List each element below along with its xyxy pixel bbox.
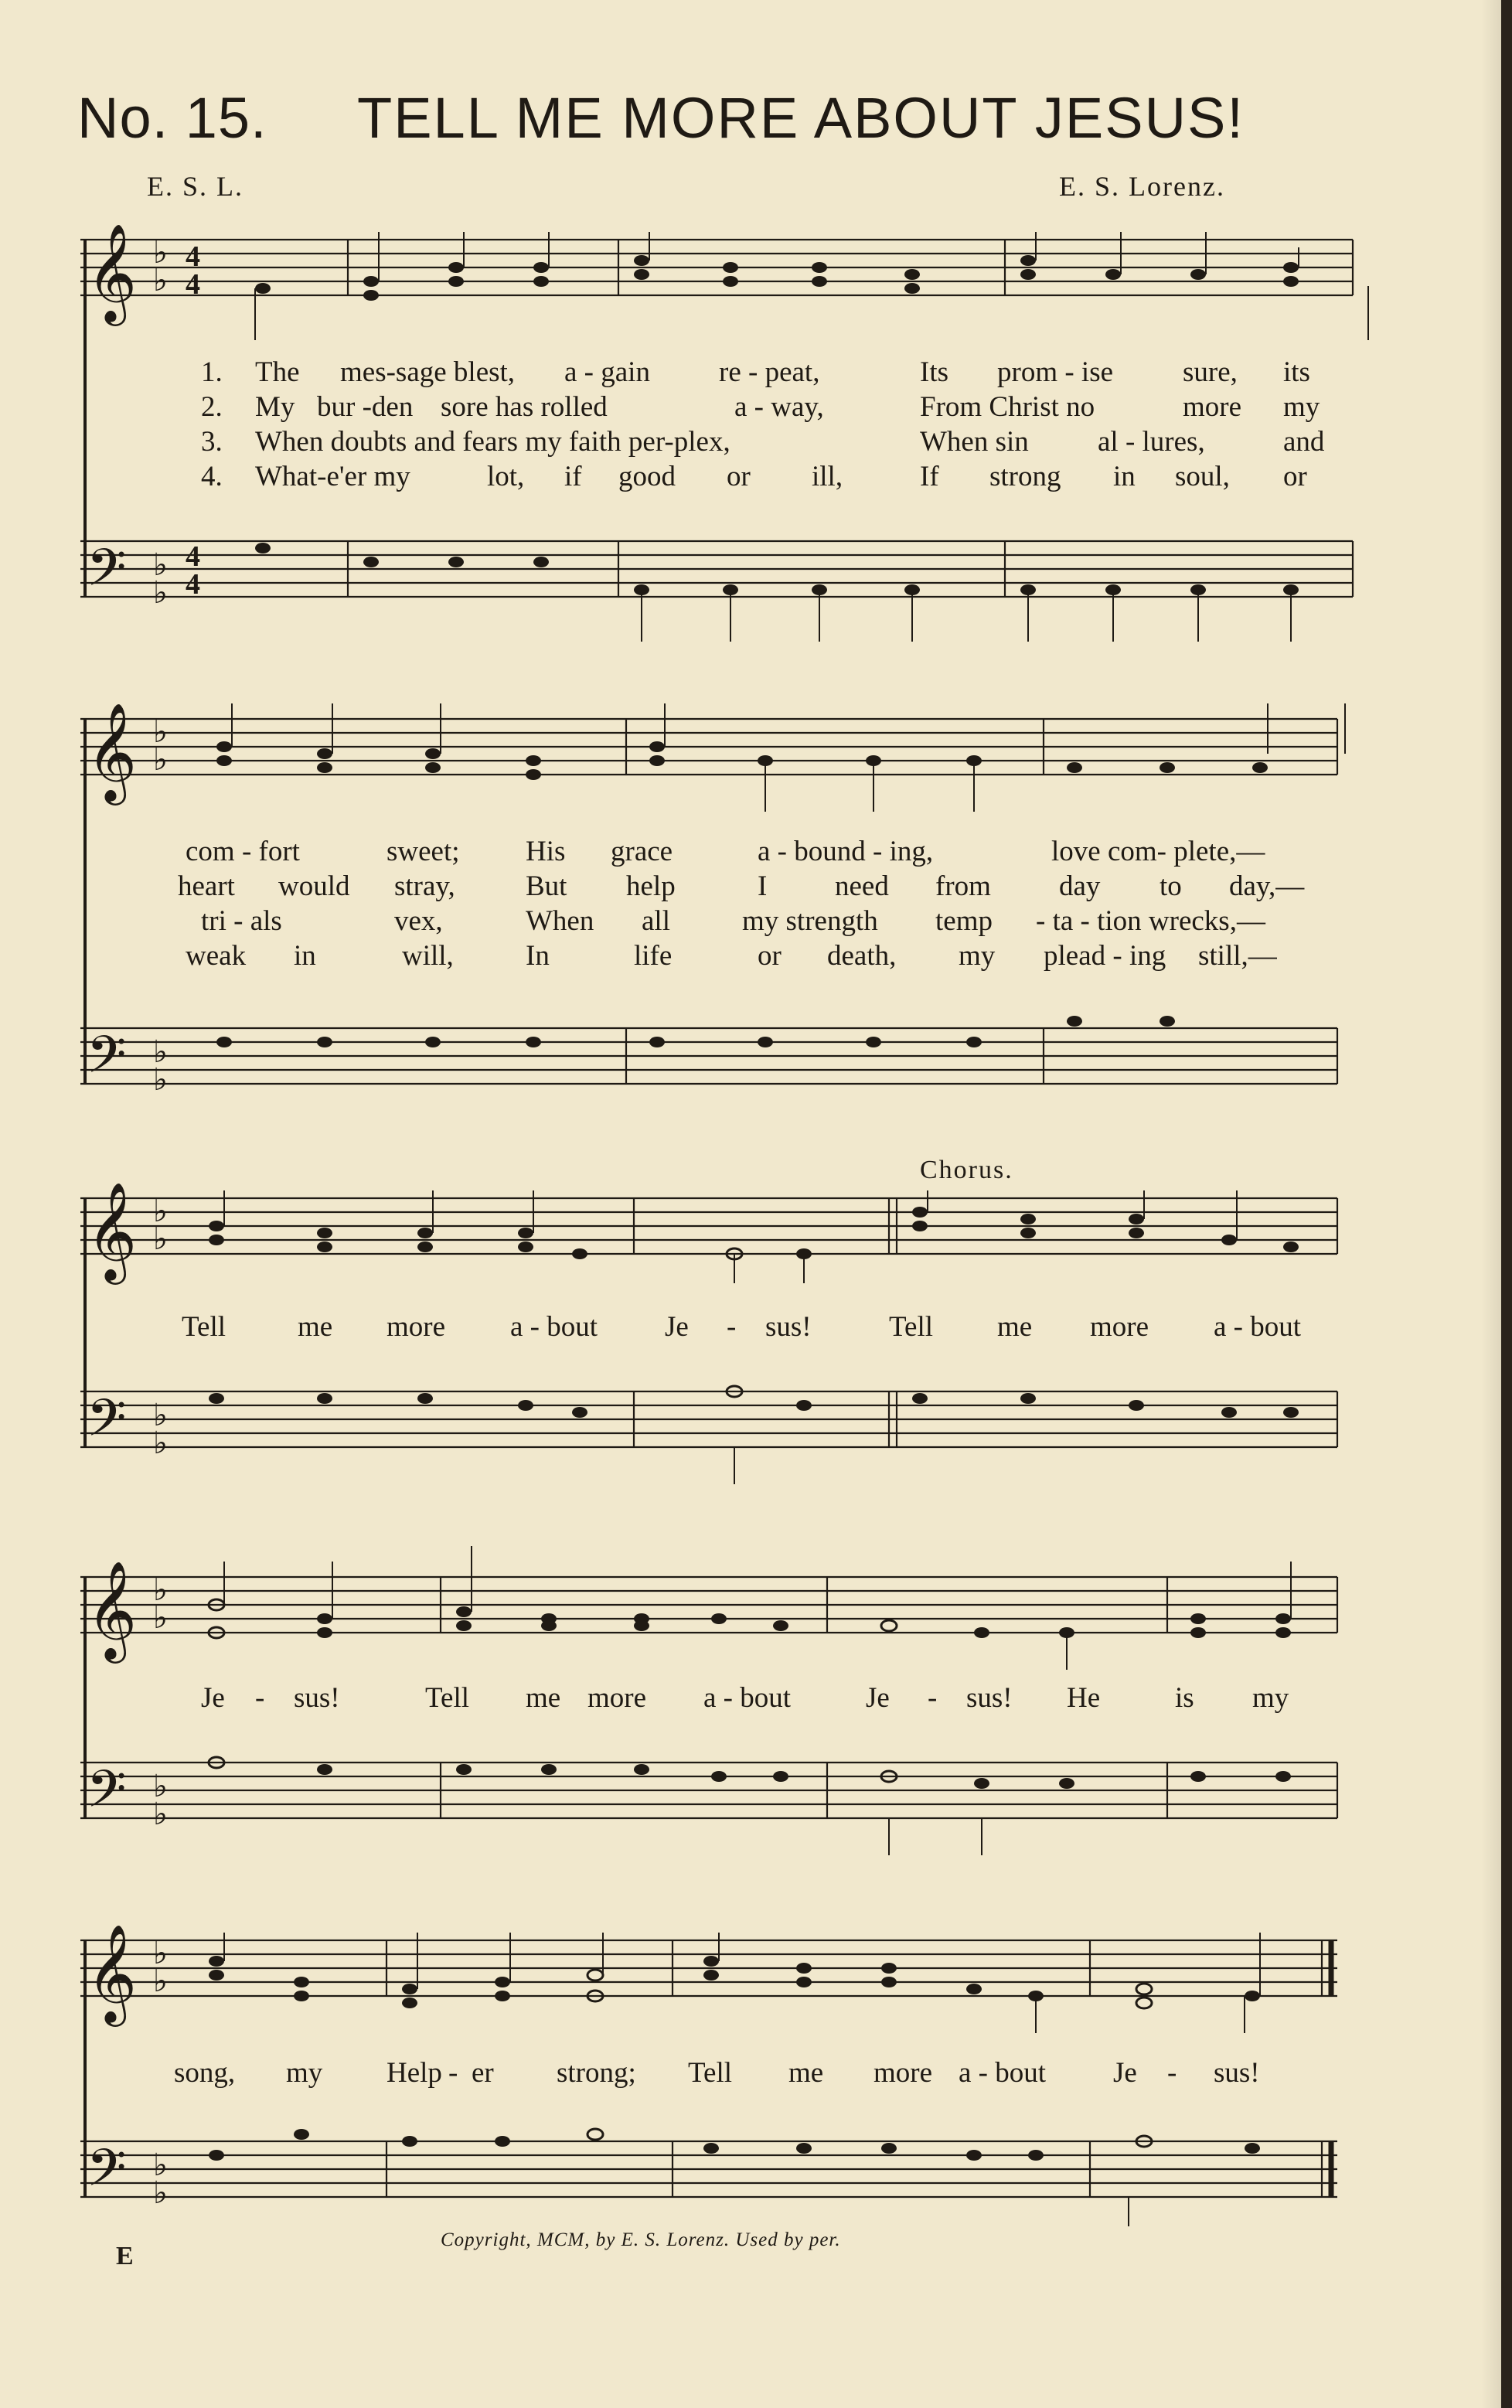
lyric-word: need — [835, 870, 889, 902]
svg-text:♭: ♭ — [153, 1194, 168, 1228]
lyric-word: would — [278, 870, 350, 902]
lyric-word: love com- plete,— — [1051, 836, 1265, 867]
lyric-word: sure, — [1183, 356, 1238, 388]
lyric-word: bur -den — [317, 391, 414, 423]
lyric-word: vex, — [394, 905, 443, 937]
lyric-word: - — [928, 1682, 938, 1714]
svg-text:♭: ♭ — [153, 1062, 168, 1097]
svg-text:♭: ♭ — [153, 2147, 168, 2182]
lyric-word: a - way, — [734, 391, 824, 423]
lyric-word: sore has rolled — [441, 391, 608, 423]
svg-text:𝄞: 𝄞 — [87, 1181, 138, 1280]
lyric-word: a - gain — [564, 356, 650, 388]
verse-number: 4. — [201, 461, 223, 492]
lyric-word: Je — [665, 1311, 689, 1343]
lyric-word: my strength — [742, 905, 878, 937]
lyric-word: When — [526, 905, 594, 937]
lyric-word: death, — [827, 940, 897, 972]
svg-text:𝄞: 𝄞 — [87, 1923, 138, 2022]
svg-text:♭: ♭ — [153, 1797, 168, 1831]
lyric-word: or — [727, 461, 751, 492]
lyric-word: or — [758, 940, 782, 972]
svg-text:𝄞: 𝄞 — [87, 223, 138, 322]
lyric-word: al - lures, — [1098, 426, 1205, 458]
lyric-word: com - fort — [186, 836, 300, 867]
lyric-word: will, — [402, 940, 454, 972]
svg-text:♭: ♭ — [153, 1964, 168, 1998]
page-edge-shadow — [1481, 0, 1501, 2408]
lyric-word: strong; — [557, 2057, 636, 2089]
lyric-word: strong — [989, 461, 1061, 492]
lyric-word: sus! — [294, 1682, 340, 1714]
lyric-word: more — [587, 1682, 647, 1714]
lyric-word: Its — [920, 356, 948, 388]
svg-text:♭: ♭ — [153, 1398, 168, 1432]
lyric-word: ill, — [812, 461, 843, 492]
lyric-word: my — [286, 2057, 323, 2089]
lyric-word: still,— — [1198, 940, 1277, 972]
svg-text:♭: ♭ — [153, 1769, 168, 1803]
svg-text:𝄢: 𝄢 — [87, 2138, 127, 2210]
lyric-word: If — [920, 461, 939, 492]
lyric-word: lot, — [487, 461, 525, 492]
lyric-word: more — [873, 2057, 933, 2089]
svg-text:𝄢: 𝄢 — [87, 1388, 127, 1460]
svg-text:4: 4 — [186, 240, 200, 273]
lyric-word: day — [1059, 870, 1101, 902]
svg-text:♭: ♭ — [153, 1936, 168, 1970]
lyric-word: in — [294, 940, 316, 972]
page-edge — [1501, 0, 1512, 2408]
svg-text:♭: ♭ — [153, 547, 168, 582]
lyric-word: The — [255, 356, 300, 388]
lyric-word: - ta - tion wrecks,— — [1036, 905, 1265, 937]
lyric-word: a - bound - ing, — [758, 836, 934, 867]
svg-text:♭: ♭ — [153, 263, 168, 298]
lyric-word: - — [1167, 2057, 1177, 2089]
lyric-word: er — [472, 2057, 494, 2089]
lyric-word: me — [298, 1311, 333, 1343]
lyric-word: tri - als — [201, 905, 282, 937]
lyric-word: good — [618, 461, 676, 492]
lyric-word: My — [255, 391, 295, 423]
svg-text:♭: ♭ — [153, 575, 168, 610]
lyric-word: Tell — [688, 2057, 732, 2089]
lyric-word: re - peat, — [719, 356, 820, 388]
svg-text:♭: ♭ — [153, 714, 168, 749]
lyric-word: plead - ing — [1044, 940, 1166, 972]
lyric-word: When sin — [920, 426, 1029, 458]
svg-text:𝄢: 𝄢 — [87, 1025, 127, 1097]
words-credit: E. S. L. — [147, 171, 244, 202]
chorus-label: Chorus. — [920, 1156, 1013, 1184]
lyric-word: From Christ no — [920, 391, 1095, 423]
svg-text:♭: ♭ — [153, 1572, 168, 1607]
lyric-word: stray, — [394, 870, 455, 902]
lyric-word: me — [788, 2057, 824, 2089]
lyric-word: mes-sage blest, — [340, 356, 516, 388]
lyric-word: sus! — [765, 1311, 812, 1343]
svg-text:𝄢: 𝄢 — [87, 538, 127, 610]
music-system-3 — [70, 1181, 1353, 1484]
lyric-word: help — [626, 870, 676, 902]
lyric-word: Je — [1113, 2057, 1137, 2089]
svg-text:4: 4 — [186, 540, 200, 573]
lyric-word: sweet; — [387, 836, 460, 867]
lyric-word: a - bout — [959, 2057, 1047, 2089]
music-system-5 — [70, 1923, 1353, 2226]
lyric-word: day,— — [1229, 870, 1305, 902]
svg-text:♭: ♭ — [153, 1600, 168, 1635]
lyric-word: Help — [387, 2057, 442, 2089]
svg-text:𝄞: 𝄞 — [87, 702, 138, 801]
lyric-word: or — [1283, 461, 1307, 492]
music-credit: E. S. Lorenz. — [1059, 171, 1225, 202]
lyric-word: temp — [935, 905, 993, 937]
lyric-word: song, — [174, 2057, 236, 2089]
lyric-word: all — [642, 905, 670, 937]
lyric-word: my — [959, 940, 996, 972]
lyric-word: What-e'er my — [255, 461, 410, 492]
svg-text:𝄢: 𝄢 — [87, 1759, 127, 1831]
staff-notation-3 — [70, 1181, 1353, 1484]
verse-number: 1. — [201, 356, 223, 388]
copyright-notice: Copyright, MCM, by E. S. Lorenz. Used by per. — [441, 2229, 841, 2250]
lyric-word: Tell — [889, 1311, 933, 1343]
svg-text:♭: ♭ — [153, 742, 168, 777]
lyric-word: weak — [186, 940, 247, 972]
signature-mark: E — [116, 2242, 134, 2270]
hymn-title: TELL ME MORE ABOUT JESUS! — [357, 86, 1245, 150]
lyric-word: But — [526, 870, 567, 902]
svg-text:4: 4 — [186, 268, 200, 301]
lyric-word: grace — [611, 836, 673, 867]
verse-number: 2. — [201, 391, 223, 423]
lyric-word: He — [1067, 1682, 1101, 1714]
lyric-word: sus! — [966, 1682, 1013, 1714]
lyric-word: if — [564, 461, 582, 492]
lyric-word: a - bout — [1214, 1311, 1302, 1343]
lyric-word: - — [448, 2057, 458, 2089]
lyric-word: to — [1160, 870, 1182, 902]
lyric-word: Je — [201, 1682, 225, 1714]
lyric-word: In — [526, 940, 550, 972]
lyric-word: His — [526, 836, 566, 867]
hymn-number: No. 15. — [77, 86, 267, 150]
lyric-word: sus! — [1214, 2057, 1260, 2089]
lyric-word: in — [1113, 461, 1136, 492]
lyric-word: more — [1183, 391, 1242, 423]
music-system-2 — [70, 703, 1353, 1105]
lyric-word: more — [387, 1311, 446, 1343]
lyric-word: prom - ise — [997, 356, 1114, 388]
lyric-word: Tell — [182, 1311, 226, 1343]
lyric-word: is — [1175, 1682, 1194, 1714]
music-system-4 — [70, 1562, 1353, 1855]
lyric-word: - — [255, 1682, 265, 1714]
svg-text:♭: ♭ — [153, 1425, 168, 1460]
lyric-word: from — [935, 870, 991, 902]
lyric-word: its — [1283, 356, 1310, 388]
lyric-word: and — [1283, 426, 1325, 458]
lyric-word: a - bout — [703, 1682, 792, 1714]
lyric-word: my — [1283, 391, 1320, 423]
lyric-word: soul, — [1175, 461, 1230, 492]
lyric-word: Tell — [425, 1682, 469, 1714]
lyric-word: When doubts and fears my faith per-plex, — [255, 426, 730, 458]
lyric-word: heart — [178, 870, 235, 902]
lyric-word: me — [526, 1682, 561, 1714]
lyric-word: life — [634, 940, 673, 972]
lyric-word: me — [997, 1311, 1033, 1343]
music-system-1 — [70, 223, 1353, 649]
svg-text:♭: ♭ — [153, 1034, 168, 1069]
lyric-word: a - bout — [510, 1311, 598, 1343]
verse-number: 3. — [201, 426, 223, 458]
svg-text:♭: ♭ — [153, 2175, 168, 2210]
svg-text:𝄞: 𝄞 — [87, 1560, 138, 1659]
lyric-word: my — [1252, 1682, 1289, 1714]
lyric-word: - — [727, 1311, 737, 1343]
lyric-word: Je — [866, 1682, 890, 1714]
svg-text:♭: ♭ — [153, 235, 168, 270]
svg-text:4: 4 — [186, 568, 200, 601]
svg-text:♭: ♭ — [153, 1221, 168, 1256]
lyric-word: more — [1090, 1311, 1149, 1343]
lyric-word: I — [758, 870, 768, 902]
